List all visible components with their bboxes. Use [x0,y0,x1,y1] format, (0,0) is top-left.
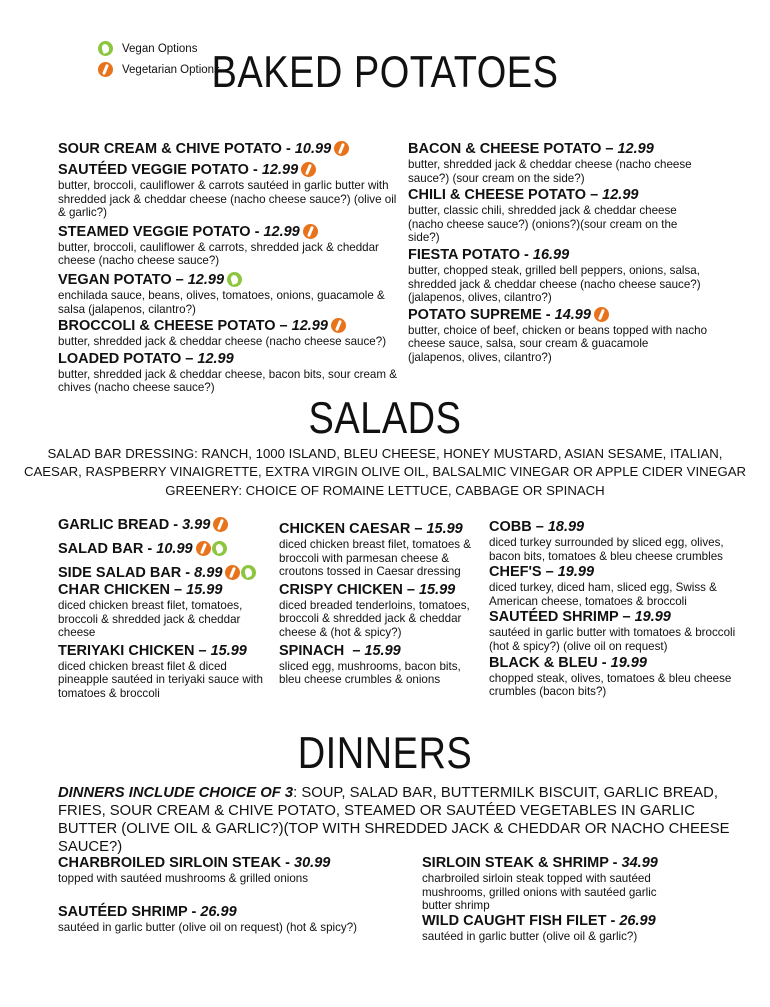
menu-item-price: 18.99 [547,519,585,535]
salad-greenery-line: GREENERY: CHOICE OF ROMAINE LETTUCE, CABBAGE OR SPINACH [165,483,605,498]
menu-item-name: STEAMED VEGGIE POTATO [58,223,251,240]
menu-item-name: POTATO SUPREME [408,306,542,323]
menu-item-title [58,224,398,241]
menu-item-wild-caught-fish-filet [422,913,682,944]
menu-item-title [489,519,749,536]
menu-item-separator: – [275,318,292,335]
menu-item-name: LOADED POTATO [58,350,182,367]
menu-item-name: FIESTA POTATO [408,246,520,263]
menu-item-description: diced chicken breast filet, tomatoes & broccoli with parmesan cheese & croutons tossed in Caesar dressing [279,538,472,579]
menu-item-name: SIRLOIN STEAK & SHRIMP [422,855,609,871]
menu-item-price: 15.99 [364,642,401,659]
menu-item-separator: - [281,141,295,157]
menu-item-separator: – [541,564,558,581]
menu-item-title [58,272,398,289]
menu-item-separator: - [519,246,533,263]
menu-item-price: 14.99 [554,306,591,323]
menu-item-name: SAUTÉED SHRIMP [489,609,619,626]
menu-item-separator: – [181,350,198,367]
menu-item-title [422,855,682,872]
menu-item-title [58,855,408,872]
dinners-left-column [58,855,408,934]
menu-item-separator: – [410,521,427,537]
menu-item-price: 8.99 [194,565,223,581]
menu-item-separator: - [187,903,201,920]
salads-column-2 [279,521,484,687]
menu-item-loaded-potato [58,351,398,395]
menu-item-title [408,307,708,324]
menu-item-title [408,187,708,204]
menu-item-separator: - [606,912,620,929]
menu-item-price: 26.99 [200,903,237,920]
menu-item-separator: - [281,855,295,871]
menu-item-name: TERIYAKI CHICKEN [58,642,195,659]
menu-item-separator: – [586,187,603,204]
menu-item-title [58,643,273,660]
menu-item-price: 12.99 [263,223,300,240]
menu-item-name: SAUTÉED VEGGIE POTATO [58,162,249,178]
menu-item-separator: - [250,223,264,240]
menu-item-saut-ed-shrimp [58,904,408,935]
menu-item-name: BLACK & BLEU [489,654,598,671]
dinners-intro-text: : SOUP, SALAD BAR, BUTTERMILK BISCUIT, GARLIC BREAD, FRIES, SOUR CREAM & CHIVE POTATO, STEAMED OR SAUTÉED VEGETABLES IN GARLIC BUTTER (OLIVE OIL & GARLIC?)(TOP WITH SHREDDED JACK & CHEDDAR OR NACHO CHEESE SAUCE?) [58,785,730,855]
menu-item-saut-ed-veggie-potato [58,162,398,220]
menu-item-price: 12.99 [187,271,225,288]
menu-item-description: topped with sautéed mushrooms & grilled onions [58,872,309,885]
menu-item-separator: – [171,271,188,288]
menu-item-saut-ed-shrimp [489,609,749,653]
menu-item-separator: - [597,654,611,671]
menu-item-salad-bar [58,541,273,558]
menu-item-price: 26.99 [619,912,656,929]
menu-item-spinach [279,643,484,687]
menu-item-sirloin-steak-shrimp [422,855,682,913]
menu-item-description: sautéed in garlic butter with tomatoes & broccoli (hot & spicy?) (olive oil on request) [489,626,736,653]
menu-item-garlic-bread [58,517,273,534]
menu-item-title [58,318,398,335]
menu-item-price: 12.99 [197,350,234,367]
menu-item-price: 19.99 [610,654,647,671]
menu-item-chef-s [489,564,749,608]
menu-item-name: BROCCOLI & CHEESE POTATO [58,318,276,335]
menu-item-name: CHAR CHICKEN [58,582,170,598]
menu-item-description: butter, shredded jack & cheddar cheese (nacho cheese sauce?) [58,335,387,349]
menu-item-title [489,564,749,581]
menu-item-description: diced chicken breast filet, tomatoes, broccoli & shredded jack & cheddar cheese [58,599,243,640]
menu-item-title [58,565,273,582]
menu-item-price: 12.99 [261,162,299,178]
menu-item-name: CRISPY CHICKEN [279,581,403,598]
menu-item-description: butter, broccoli, cauliflower & carrots sautéed in garlic butter with shredded jack & cheddar cheese (nacho cheese sauce?) (olive oil & garlic?) [58,179,397,220]
leaf-icon [212,541,227,556]
menu-item-separator: - [541,306,555,323]
carrot-icon [334,141,349,156]
menu-item-title [408,141,708,158]
menu-item-price: 19.99 [557,564,595,581]
menu-item-charbroiled-sirloin-steak [58,855,408,886]
carrot-icon [303,224,318,239]
menu-item-name: WILD CAUGHT FISH FILET [422,912,607,929]
menu-item-price: 16.99 [532,246,570,263]
menu-item-bacon-cheese-potato [408,141,708,185]
menu-item-broccoli-cheese-potato [58,318,398,349]
menu-item-title [58,351,398,368]
section-title-dinners: DINNERS [297,729,473,779]
menu-item-title [58,517,273,534]
salad-dressing-line-2: CAESAR, RASPBERRY VINAIGRETTE, EXTRA VIRGIN OLIVE OIL, BALSALMIC VINEGAR OR APPLE CIDER VINEGAR [23,464,747,479]
menu-item-char-chicken [58,582,273,640]
menu-item-potato-supreme [408,307,708,365]
menu-item-side-salad-bar [58,565,273,582]
menu-item-name: SOUR CREAM & CHIVE POTATO [58,141,282,157]
menu-item-name: BACON & CHEESE POTATO [408,141,602,157]
menu-item-price: 12.99 [617,141,654,157]
menu-item-separator: – [402,581,419,598]
menu-item-vegan-potato [58,272,398,316]
dinners-intro [58,784,738,856]
menu-item-title [489,655,749,672]
section-title-salads: SALADS [308,394,462,444]
menu-item-name: CHEF'S [489,564,542,581]
menu-item-name: CHARBROILED SIRLOIN STEAK [58,855,282,871]
carrot-icon [225,565,240,580]
menu-item-black-bleu [489,655,749,699]
leaf-icon [227,272,242,287]
dinners-right-column [422,855,682,943]
legend-vegetarian-label: Vegetarian Options [122,63,220,76]
menu-item-chicken-caesar [279,521,484,579]
menu-item-price: 15.99 [186,582,223,598]
menu-item-title [279,582,484,599]
menu-item-name: SALAD BAR [58,541,144,557]
menu-item-title [279,521,484,538]
menu-item-separator: – [169,582,187,598]
menu-item-description: sautéed in garlic butter (olive oil on request) (hot & spicy?) [58,920,358,934]
menu-item-separator: - [248,162,262,178]
menu-item-name: SPINACH [279,642,345,659]
menu-item-description: diced chicken breast filet & diced pineapple sautéed in teriyaki sauce with tomatoes & broccoli [58,659,263,700]
menu-item-separator: - [143,541,157,557]
menu-item-separator: – [344,642,365,659]
menu-item-title [58,162,398,179]
menu-item-name: CHILI & CHEESE POTATO [408,187,587,204]
menu-item-title [58,582,273,599]
menu-item-description: butter, choice of beef, chicken or beans topped with nacho cheese sauce, salsa, sour cream & guacamole (jalapenos, olives, cilantro?) [408,323,708,364]
menu-item-price: 15.99 [426,521,463,537]
menu-item-price: 34.99 [621,855,658,871]
leaf-icon [241,565,256,580]
menu-item-description: butter, classic chili, shredded jack & cheddar cheese (nacho cheese sauce?) (onions?)(sour cream on the side?) [408,204,678,245]
menu-item-description: sautéed in garlic butter (olive oil & garlic?) [422,929,638,943]
menu-item-title [408,247,708,264]
menu-item-crispy-chicken [279,582,484,640]
menu-item-price: 15.99 [418,581,456,598]
menu-item-price: 3.99 [182,517,211,533]
menu-item-description: diced turkey surrounded by sliced egg, olives, bacon bits, tomatoes & bleu cheese crumbles [489,536,724,563]
menu-item-name: SAUTÉED SHRIMP [58,903,188,920]
menu-item-title [422,913,682,930]
menu-item-title [58,904,408,921]
menu-item-teriyaki-chicken [58,643,273,701]
menu-item-separator: – [194,642,211,659]
menu-item-separator: - [181,565,195,581]
menu-item-description: butter, broccoli, cauliflower & carrots, shredded jack & cheddar cheese (nacho cheese sauce?) [58,240,379,268]
menu-item-price: 19.99 [634,609,671,626]
salads-column-3 [489,519,749,699]
menu-item-name: GARLIC BREAD [58,517,170,533]
menu-item-description: butter, shredded jack & cheddar cheese, bacon bits, sour cream & chives (nacho cheese sauce?) [58,367,397,395]
menu-item-title [279,643,484,660]
carrot-icon [213,517,228,532]
menu-item-sour-cream-chive-potato [58,141,398,158]
menu-item-description: diced breaded tenderloins, tomatoes, broccoli & shredded jack & cheddar cheese & (hot & spicy?) [279,598,470,639]
potatoes-left-column [58,141,398,395]
menu-item-title [58,541,273,558]
menu-item-price: 15.99 [210,642,247,659]
menu-item-description: charbroiled sirloin steak topped with sautéed mushrooms, grilled onions with sautéed garlic butter shrimp [422,872,657,913]
dinners-intro-lead: DINNERS INCLUDE CHOICE OF 3 [58,785,294,801]
legend-vegan-label: Vegan Options [122,42,198,55]
menu-item-cobb [489,519,749,563]
carrot-icon [196,541,211,556]
menu-item-name: SIDE SALAD BAR [58,565,182,581]
section-title-potatoes: BAKED POTATOES [211,48,559,98]
menu-item-price: 30.99 [294,855,331,871]
menu-item-description: butter, shredded jack & cheddar cheese (nacho cheese sauce?) (sour cream on the side?) [408,158,692,185]
menu-item-steamed-veggie-potato [58,224,398,268]
menu-item-description: chopped steak, olives, tomatoes & bleu cheese crumbles (bacon bits?) [489,671,732,699]
menu-item-name: VEGAN POTATO [58,271,172,288]
menu-item-price: 10.99 [294,141,332,157]
potatoes-right-column [408,141,708,365]
menu-item-description: butter, chopped steak, grilled bell peppers, onions, salsa, shredded jack & cheddar cheese (nacho cheese sauce?) (jalapenos, olives, cilantro?) [408,263,701,305]
carrot-icon [301,162,316,177]
menu-item-fiesta-potato [408,247,708,305]
menu-item-description: sliced egg, mushrooms, bacon bits, bleu cheese crumbles & onions [279,659,461,687]
menu-item-separator: – [618,609,635,626]
salad-dressing-line-1: SALAD BAR DRESSING: RANCH, 1000 ISLAND, BLEU CHEESE, HONEY MUSTARD, ASIAN SESAME, ITALIAN, [47,446,723,461]
menu-item-price: 12.99 [291,318,328,335]
menu-item-description: enchilada sauce, beans, olives, tomatoes, onions, guacamole & salsa (jalapenos, cilantro?) [58,288,385,316]
menu-item-price: 12.99 [602,187,639,204]
menu-item-description: diced turkey, diced ham, sliced egg, Swiss & American cheese, tomatoes & broccoli [489,581,717,608]
menu-item-separator: – [531,519,548,535]
menu-item-chili-cheese-potato [408,187,708,245]
menu-item-separator: - [608,855,622,871]
menu-item-title [489,609,749,626]
menu-item-separator: - [169,517,183,533]
carrot-icon [594,307,609,322]
menu-item-separator: – [601,141,618,157]
salads-column-1 [58,517,273,701]
menu-item-title [58,141,398,158]
carrot-icon [331,318,346,333]
menu-item-name: CHICKEN CAESAR [279,521,411,537]
menu-item-name: COBB [489,519,532,535]
menu-item-price: 10.99 [156,541,193,557]
